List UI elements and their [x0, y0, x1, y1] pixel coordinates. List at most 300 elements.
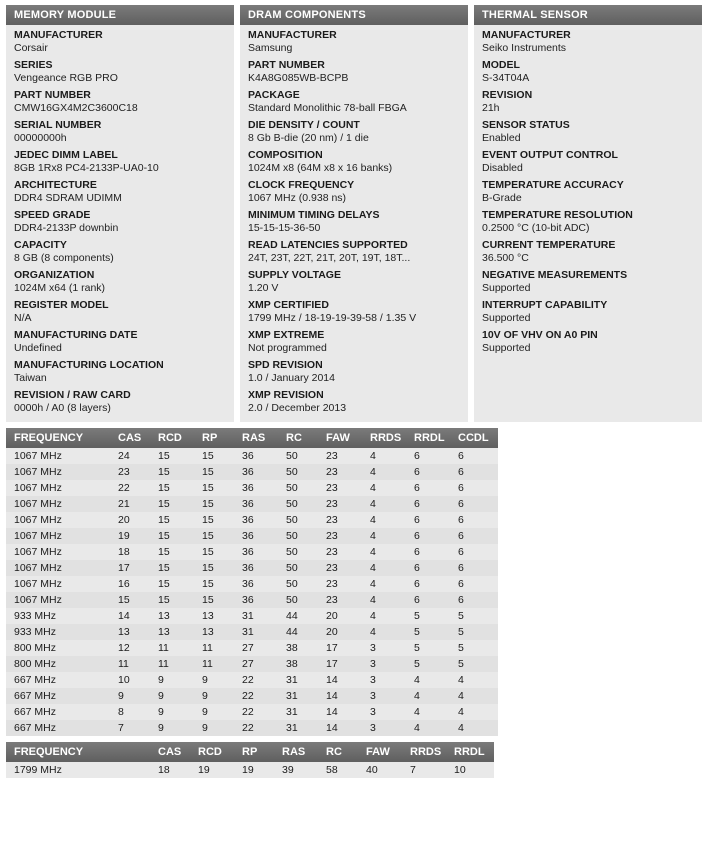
- cell-frequency: 1799 MHz: [6, 762, 154, 778]
- field: [474, 238, 702, 268]
- field-value: 8GB 1Rx8 PC4-2133P-UA0-10: [14, 162, 159, 174]
- panel-title: MEMORY MODULE: [6, 5, 234, 25]
- cell-rc: 44: [282, 608, 322, 624]
- cell-rp: 13: [198, 608, 238, 624]
- column-header-rp[interactable]: RP: [198, 428, 238, 448]
- cell-cas: 10: [114, 672, 154, 688]
- cell-ras: 31: [238, 608, 282, 624]
- column-header-rrds[interactable]: RRDS: [366, 428, 410, 448]
- field-label: MANUFACTURER: [482, 29, 571, 41]
- field-label: REGISTER MODEL: [14, 299, 109, 311]
- cell-rrds: 4: [366, 560, 410, 576]
- cell-ccdl: 6: [454, 496, 498, 512]
- cell-rp: 15: [198, 560, 238, 576]
- cell-rrdl: 4: [410, 688, 454, 704]
- cell-ras: 36: [238, 544, 282, 560]
- field: [240, 298, 468, 328]
- cell-rcd: 19: [194, 762, 238, 778]
- field-value: DDR4-2133P downbin: [14, 222, 119, 234]
- table-row[interactable]: [6, 672, 498, 688]
- field-label: MANUFACTURER: [248, 29, 337, 41]
- cell-ras: 36: [238, 576, 282, 592]
- field: [474, 208, 702, 238]
- panel-body: [6, 25, 234, 422]
- cell-ccdl: 6: [454, 464, 498, 480]
- table-row[interactable]: [6, 720, 498, 736]
- field-value: B-Grade: [482, 192, 522, 204]
- cell-faw: 14: [322, 704, 366, 720]
- cell-frequency: 1067 MHz: [6, 576, 114, 592]
- field-value: Corsair: [14, 42, 48, 54]
- cell-rc: 38: [282, 656, 322, 672]
- cell-cas: 18: [114, 544, 154, 560]
- cell-rrdl: 4: [410, 704, 454, 720]
- cell-cas: 19: [114, 528, 154, 544]
- cell-rrds: 3: [366, 672, 410, 688]
- field-value: K4A8G085WB-BCPB: [248, 72, 349, 84]
- cell-rc: 31: [282, 720, 322, 736]
- field: [6, 268, 234, 298]
- cell-faw: 23: [322, 448, 366, 464]
- cell-cas: 18: [154, 762, 194, 778]
- field: [474, 328, 702, 358]
- panel-memory-module: [6, 5, 234, 422]
- cell-faw: 23: [322, 528, 366, 544]
- table-row[interactable]: [6, 624, 498, 640]
- field-label: TEMPERATURE ACCURACY: [482, 179, 624, 191]
- field: [6, 298, 234, 328]
- cell-cas: 22: [114, 480, 154, 496]
- cell-rc: 31: [282, 688, 322, 704]
- cell-frequency: 667 MHz: [6, 688, 114, 704]
- cell-rrds: 3: [366, 720, 410, 736]
- cell-frequency: 933 MHz: [6, 624, 114, 640]
- field-value: 24T, 23T, 22T, 21T, 20T, 19T, 18T...: [248, 252, 411, 264]
- cell-rrds: 4: [366, 512, 410, 528]
- field: [6, 238, 234, 268]
- cell-frequency: 933 MHz: [6, 608, 114, 624]
- field-label: SERIAL NUMBER: [14, 119, 102, 131]
- table-row[interactable]: [6, 640, 498, 656]
- cell-ras: 36: [238, 480, 282, 496]
- cell-cas: 11: [114, 656, 154, 672]
- cell-rp: 15: [198, 480, 238, 496]
- field-value: CMW16GX4M2C3600C18: [14, 102, 138, 114]
- field-label: MANUFACTURING DATE: [14, 329, 138, 341]
- info-panels: [0, 0, 714, 422]
- cell-ccdl: 6: [454, 592, 498, 608]
- cell-rrds: 4: [366, 608, 410, 624]
- table-row[interactable]: [6, 704, 498, 720]
- cell-ccdl: 5: [454, 656, 498, 672]
- field: [240, 388, 468, 418]
- cell-rc: 50: [282, 464, 322, 480]
- cell-rrds: 4: [366, 592, 410, 608]
- cell-cas: 17: [114, 560, 154, 576]
- field-label: TEMPERATURE RESOLUTION: [482, 209, 633, 221]
- cell-rcd: 15: [154, 512, 198, 528]
- cell-rp: 19: [238, 762, 278, 778]
- cell-ras: 22: [238, 720, 282, 736]
- cell-ras: 36: [238, 512, 282, 528]
- table-row[interactable]: [6, 560, 498, 576]
- table-row[interactable]: [6, 448, 498, 464]
- field: [240, 238, 468, 268]
- field-label: CURRENT TEMPERATURE: [482, 239, 616, 251]
- cell-rrdl: 5: [410, 640, 454, 656]
- cell-ccdl: 5: [454, 608, 498, 624]
- field-label: MANUFACTURER: [14, 29, 103, 41]
- cell-cas: 21: [114, 496, 154, 512]
- cell-rrdl: 6: [410, 544, 454, 560]
- cell-frequency: 667 MHz: [6, 720, 114, 736]
- field-value: Taiwan: [14, 372, 47, 384]
- panel-title: DRAM COMPONENTS: [240, 5, 468, 25]
- cell-faw: 40: [362, 762, 406, 778]
- field-value: Seiko Instruments: [482, 42, 567, 54]
- cell-ras: 36: [238, 496, 282, 512]
- cell-faw: 20: [322, 608, 366, 624]
- field-value: Not programmed: [248, 342, 327, 354]
- field-label: CAPACITY: [14, 239, 67, 251]
- cell-rcd: 11: [154, 656, 198, 672]
- cell-faw: 23: [322, 480, 366, 496]
- column-header-rp[interactable]: RP: [238, 742, 278, 762]
- cell-faw: 14: [322, 688, 366, 704]
- cell-rcd: 9: [154, 720, 198, 736]
- cell-rc: 50: [282, 544, 322, 560]
- xmp-timing-table: [6, 742, 494, 778]
- cell-rcd: 13: [154, 624, 198, 640]
- field-value: Disabled: [482, 162, 523, 174]
- cell-rp: 15: [198, 512, 238, 528]
- column-header-cas[interactable]: CAS: [154, 742, 194, 762]
- field: [6, 388, 234, 418]
- cell-ras: 36: [238, 464, 282, 480]
- cell-frequency: 667 MHz: [6, 704, 114, 720]
- cell-frequency: 1067 MHz: [6, 512, 114, 528]
- cell-ccdl: 4: [454, 720, 498, 736]
- field: [6, 118, 234, 148]
- cell-cas: 16: [114, 576, 154, 592]
- cell-rrdl: 6: [410, 480, 454, 496]
- field-value: Enabled: [482, 132, 521, 144]
- cell-rp: 9: [198, 672, 238, 688]
- field-label: PART NUMBER: [14, 89, 91, 101]
- jedec-timing-table: [6, 428, 498, 736]
- table-header-row: [6, 742, 494, 762]
- cell-rp: 13: [198, 624, 238, 640]
- field-value: 0.2500 °C (10-bit ADC): [482, 222, 590, 234]
- table-header-row: [6, 428, 498, 448]
- field: [240, 118, 468, 148]
- cell-rcd: 15: [154, 576, 198, 592]
- cell-rc: 31: [282, 672, 322, 688]
- field-label: XMP CERTIFIED: [248, 299, 329, 311]
- cell-ccdl: 6: [454, 512, 498, 528]
- field-value: 21h: [482, 102, 500, 114]
- cell-faw: 23: [322, 592, 366, 608]
- field-value: Supported: [482, 342, 531, 354]
- field-label: XMP REVISION: [248, 389, 324, 401]
- field-value: Supported: [482, 282, 531, 294]
- field-label: SPD REVISION: [248, 359, 323, 371]
- cell-frequency: 800 MHz: [6, 656, 114, 672]
- cell-frequency: 1067 MHz: [6, 592, 114, 608]
- cell-frequency: 1067 MHz: [6, 544, 114, 560]
- cell-cas: 15: [114, 592, 154, 608]
- column-header-frequency[interactable]: FREQUENCY: [6, 742, 154, 762]
- cell-rrds: 4: [366, 624, 410, 640]
- cell-rp: 15: [198, 544, 238, 560]
- field: [474, 118, 702, 148]
- cell-frequency: 1067 MHz: [6, 528, 114, 544]
- field: [240, 178, 468, 208]
- field-label: SERIES: [14, 59, 53, 71]
- cell-faw: 14: [322, 720, 366, 736]
- field-label: NEGATIVE MEASUREMENTS: [482, 269, 628, 281]
- field-value: 1024M x64 (1 rank): [14, 282, 106, 294]
- column-header-rrds[interactable]: RRDS: [406, 742, 450, 762]
- column-header-rcd[interactable]: RCD: [194, 742, 238, 762]
- cell-ras: 31: [238, 624, 282, 640]
- cell-rc: 50: [282, 496, 322, 512]
- field-label: COMPOSITION: [248, 149, 323, 161]
- cell-ras: 39: [278, 762, 322, 778]
- cell-rcd: 11: [154, 640, 198, 656]
- cell-rcd: 15: [154, 480, 198, 496]
- table-row[interactable]: [6, 592, 498, 608]
- column-header-rc[interactable]: RC: [282, 428, 322, 448]
- field-label: MINIMUM TIMING DELAYS: [248, 209, 380, 221]
- cell-rrds: 4: [366, 448, 410, 464]
- field-value: 36.500 °C: [482, 252, 529, 264]
- column-header-ccdl[interactable]: CCDL: [454, 428, 498, 448]
- cell-frequency: 1067 MHz: [6, 464, 114, 480]
- cell-faw: 20: [322, 624, 366, 640]
- cell-cas: 23: [114, 464, 154, 480]
- field: [6, 148, 234, 178]
- field-label: ORGANIZATION: [14, 269, 95, 281]
- field-value: 1.0 / January 2014: [248, 372, 335, 384]
- cell-rrdl: 6: [410, 512, 454, 528]
- cell-faw: 23: [322, 560, 366, 576]
- cell-rrdl: 5: [410, 608, 454, 624]
- field-value: 00000000h: [14, 132, 67, 144]
- field-label: MANUFACTURING LOCATION: [14, 359, 164, 371]
- cell-rp: 15: [198, 496, 238, 512]
- cell-rcd: 13: [154, 608, 198, 624]
- cell-ras: 27: [238, 656, 282, 672]
- field-label: JEDEC DIMM LABEL: [14, 149, 118, 161]
- cell-ras: 22: [238, 688, 282, 704]
- cell-rcd: 15: [154, 496, 198, 512]
- cell-rcd: 15: [154, 560, 198, 576]
- cell-rc: 50: [282, 576, 322, 592]
- cell-rc: 38: [282, 640, 322, 656]
- column-header-rrdl[interactable]: RRDL: [450, 742, 494, 762]
- table-row[interactable]: [6, 544, 498, 560]
- cell-rp: 9: [198, 704, 238, 720]
- field-label: SPEED GRADE: [14, 209, 91, 221]
- field-value: 1799 MHz / 18-19-19-39-58 / 1.35 V: [248, 312, 417, 324]
- panel-dram-components: [240, 5, 468, 422]
- field-label: INTERRUPT CAPABILITY: [482, 299, 608, 311]
- cell-rrdl: 6: [410, 528, 454, 544]
- cell-ras: 36: [238, 592, 282, 608]
- cell-rc: 58: [322, 762, 362, 778]
- cell-rrdl: 6: [410, 496, 454, 512]
- field: [240, 358, 468, 388]
- cell-rrdl: 6: [410, 448, 454, 464]
- cell-cas: 9: [114, 688, 154, 704]
- cell-ccdl: 4: [454, 688, 498, 704]
- cell-rrds: 3: [366, 656, 410, 672]
- xmp-timing-table-wrap: [0, 736, 714, 778]
- column-header-rcd[interactable]: RCD: [154, 428, 198, 448]
- panel-thermal-sensor: [474, 5, 702, 422]
- field-value: S-34T04A: [482, 72, 530, 84]
- field-value: DDR4 SDRAM UDIMM: [14, 192, 122, 204]
- cell-cas: 20: [114, 512, 154, 528]
- column-header-cas[interactable]: CAS: [114, 428, 154, 448]
- cell-faw: 23: [322, 544, 366, 560]
- table-row[interactable]: [6, 688, 498, 704]
- field: [6, 328, 234, 358]
- field: [6, 88, 234, 118]
- cell-cas: 12: [114, 640, 154, 656]
- field-value: 2.0 / December 2013: [248, 402, 347, 414]
- cell-rrds: 4: [366, 496, 410, 512]
- cell-rrdl: 10: [450, 762, 494, 778]
- cell-ccdl: 6: [454, 576, 498, 592]
- cell-ras: 27: [238, 640, 282, 656]
- cell-rrds: 7: [406, 762, 450, 778]
- table-row[interactable]: [6, 656, 498, 672]
- cell-rc: 44: [282, 624, 322, 640]
- cell-rrdl: 5: [410, 656, 454, 672]
- field-label: READ LATENCIES SUPPORTED: [248, 239, 408, 251]
- cell-rrds: 3: [366, 704, 410, 720]
- cell-faw: 23: [322, 576, 366, 592]
- field-value: 15-15-15-36-50: [248, 222, 321, 234]
- cell-rrdl: 4: [410, 672, 454, 688]
- field: [240, 58, 468, 88]
- column-header-ras[interactable]: RAS: [278, 742, 322, 762]
- table-row[interactable]: [6, 608, 498, 624]
- cell-cas: 24: [114, 448, 154, 464]
- cell-ccdl: 6: [454, 544, 498, 560]
- cell-rp: 9: [198, 720, 238, 736]
- cell-rp: 15: [198, 464, 238, 480]
- column-header-ras[interactable]: RAS: [238, 428, 282, 448]
- column-header-rc[interactable]: RC: [322, 742, 362, 762]
- field: [240, 208, 468, 238]
- cell-ccdl: 6: [454, 448, 498, 464]
- panel-body: [240, 25, 468, 422]
- cell-faw: 17: [322, 640, 366, 656]
- cell-rcd: 15: [154, 464, 198, 480]
- cell-rrds: 3: [366, 640, 410, 656]
- field: [6, 28, 234, 58]
- cell-rrdl: 6: [410, 576, 454, 592]
- cell-frequency: 1067 MHz: [6, 480, 114, 496]
- cell-frequency: 1067 MHz: [6, 496, 114, 512]
- cell-rrdl: 4: [410, 720, 454, 736]
- table-row[interactable]: [6, 528, 498, 544]
- field: [474, 268, 702, 298]
- jedec-table-body: [6, 448, 498, 736]
- cell-rc: 50: [282, 448, 322, 464]
- cell-rrds: 4: [366, 544, 410, 560]
- cell-cas: 7: [114, 720, 154, 736]
- cell-rp: 9: [198, 688, 238, 704]
- table-row[interactable]: [6, 512, 498, 528]
- cell-rc: 50: [282, 528, 322, 544]
- field: [474, 298, 702, 328]
- column-header-faw[interactable]: FAW: [322, 428, 366, 448]
- field-value: 1024M x8 (64M x8 x 16 banks): [248, 162, 393, 174]
- cell-rc: 50: [282, 592, 322, 608]
- table-row[interactable]: [6, 576, 498, 592]
- field-label: SUPPLY VOLTAGE: [248, 269, 341, 281]
- column-header-frequency[interactable]: FREQUENCY: [6, 428, 114, 448]
- cell-frequency: 1067 MHz: [6, 560, 114, 576]
- cell-rcd: 9: [154, 688, 198, 704]
- cell-rrdl: 6: [410, 592, 454, 608]
- cell-cas: 14: [114, 608, 154, 624]
- field: [6, 58, 234, 88]
- cell-cas: 8: [114, 704, 154, 720]
- cell-rrds: 3: [366, 688, 410, 704]
- cell-frequency: 667 MHz: [6, 672, 114, 688]
- table-row[interactable]: [6, 480, 498, 496]
- field-label: 10V OF VHV ON A0 PIN: [482, 329, 598, 341]
- cell-rcd: 9: [154, 704, 198, 720]
- cell-rrds: 4: [366, 480, 410, 496]
- field: [474, 28, 702, 58]
- field-value: Undefined: [14, 342, 62, 354]
- cell-rrds: 4: [366, 576, 410, 592]
- field-label: PACKAGE: [248, 89, 300, 101]
- field-label: REVISION: [482, 89, 533, 101]
- column-header-rrdl[interactable]: RRDL: [410, 428, 454, 448]
- field: [6, 208, 234, 238]
- cell-rp: 15: [198, 592, 238, 608]
- cell-ccdl: 6: [454, 480, 498, 496]
- field: [474, 148, 702, 178]
- cell-rcd: 15: [154, 592, 198, 608]
- cell-rp: 15: [198, 448, 238, 464]
- column-header-faw[interactable]: FAW: [362, 742, 406, 762]
- field: [240, 148, 468, 178]
- cell-rc: 50: [282, 480, 322, 496]
- field-label: XMP EXTREME: [248, 329, 325, 341]
- field: [240, 88, 468, 118]
- table-row[interactable]: [6, 496, 498, 512]
- cell-ras: 36: [238, 560, 282, 576]
- cell-rcd: 15: [154, 544, 198, 560]
- field-label: ARCHITECTURE: [14, 179, 97, 191]
- panel-body: [474, 25, 702, 362]
- cell-faw: 17: [322, 656, 366, 672]
- field-value: 8 Gb B-die (20 nm) / 1 die: [248, 132, 369, 144]
- jedec-timing-table-wrap: [0, 422, 714, 736]
- cell-ccdl: 5: [454, 624, 498, 640]
- table-row[interactable]: [6, 762, 494, 778]
- table-row[interactable]: [6, 464, 498, 480]
- cell-rp: 15: [198, 576, 238, 592]
